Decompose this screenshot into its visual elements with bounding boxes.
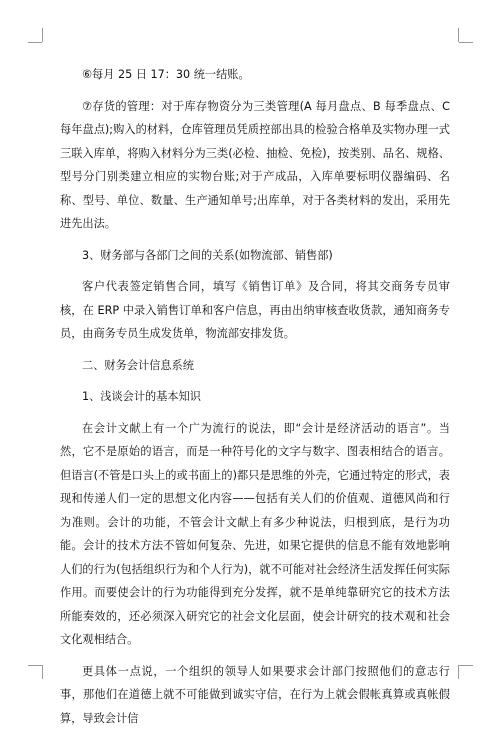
crop-mark-bottom-right-horizontal (459, 665, 473, 666)
document-body (60, 63, 450, 738)
paragraph-leadership-integrity: 更具体一点说，一个组织的领导人如果要求会计部门按照他们的意志行事，那他们在道德上就不可能做到诚实守信，在行为上就会假帐真算或真帐假算，导致会计信 (60, 664, 450, 725)
crop-mark-top-left-vertical (42, 28, 43, 42)
paragraph-sales-order-flow: 客户代表签定销售合同，填写《销售订单》及合同，将其交商务专员审核，在 ERP 中录入销售订单和客户信息，再由出纳审核查收货款，通知商务专员，由商务专员生成发货单，物流部安排发货。 (60, 280, 450, 340)
heading-accounting-info-system: 二、财务会计信息系统 (82, 358, 194, 372)
crop-mark-bottom-left-horizontal (28, 665, 42, 666)
crop-mark-bottom-right-vertical (458, 665, 459, 679)
crop-mark-top-right-horizontal (459, 42, 473, 43)
heading-department-relations: 3、财务部与各部门之间的关系(如物流部、销售部) (82, 248, 333, 262)
paragraph-inventory-management: ⑦存货的管理：对于库存物资分为三类管理(A 每月盘点、B 每季盘点、C 每年盘点);购入的材料，仓库管理员凭质控部出具的检验合格单及实物办理一式三联入库单，将购入材料分为三类(必检、抽检、免检)，按类别、品名、规格、型号分门别类建立相应的实物台账;对于产成品，入库单要标明仪器编码、名称、型号、单位、数量、生产通知单号;出库单，对于各类材料的发出，采用先进先出法。 (60, 99, 450, 230)
paragraph-accounting-language: 在会计文献上有一个广为流行的说法，即“会计是经济活动的语言”。当然，它不是原始的语言，而是一种符号化的文字与数字、图表相结合的语言。但语言(不管是口头上的或书面上的)都只是思维的外壳，它通过特定的形式，表现和传递人们一定的思想文化内容——包括有关人们的价值观、道德风尚和行为准则。会计的功能，不管会计文献上有多少种说法，归根到底，是行为功能。会计的技术方法不管如何复杂、先进，如果它提供的信息不能有效地影响人们的行为(包括组织行为和个人行为)，就不可能对社会经济生活发挥任何实际作用。而要使会计的行为功能得到充分发挥，就不是单纯靠研究它的技术方法所能奏效的，还必须深入研究它的社会文化层面，使会计研究的技术观和社会文化观相结合。 (60, 421, 450, 646)
heading-accounting-basics: 1、浅谈会计的基本知识 (82, 390, 201, 403)
crop-mark-top-left-horizontal (28, 42, 42, 43)
crop-mark-top-right-vertical (458, 28, 459, 42)
paragraph-settlement-time: ⑥每月 25 日 17：30 统一结账。 (82, 68, 250, 81)
crop-mark-bottom-left-vertical (42, 665, 43, 679)
